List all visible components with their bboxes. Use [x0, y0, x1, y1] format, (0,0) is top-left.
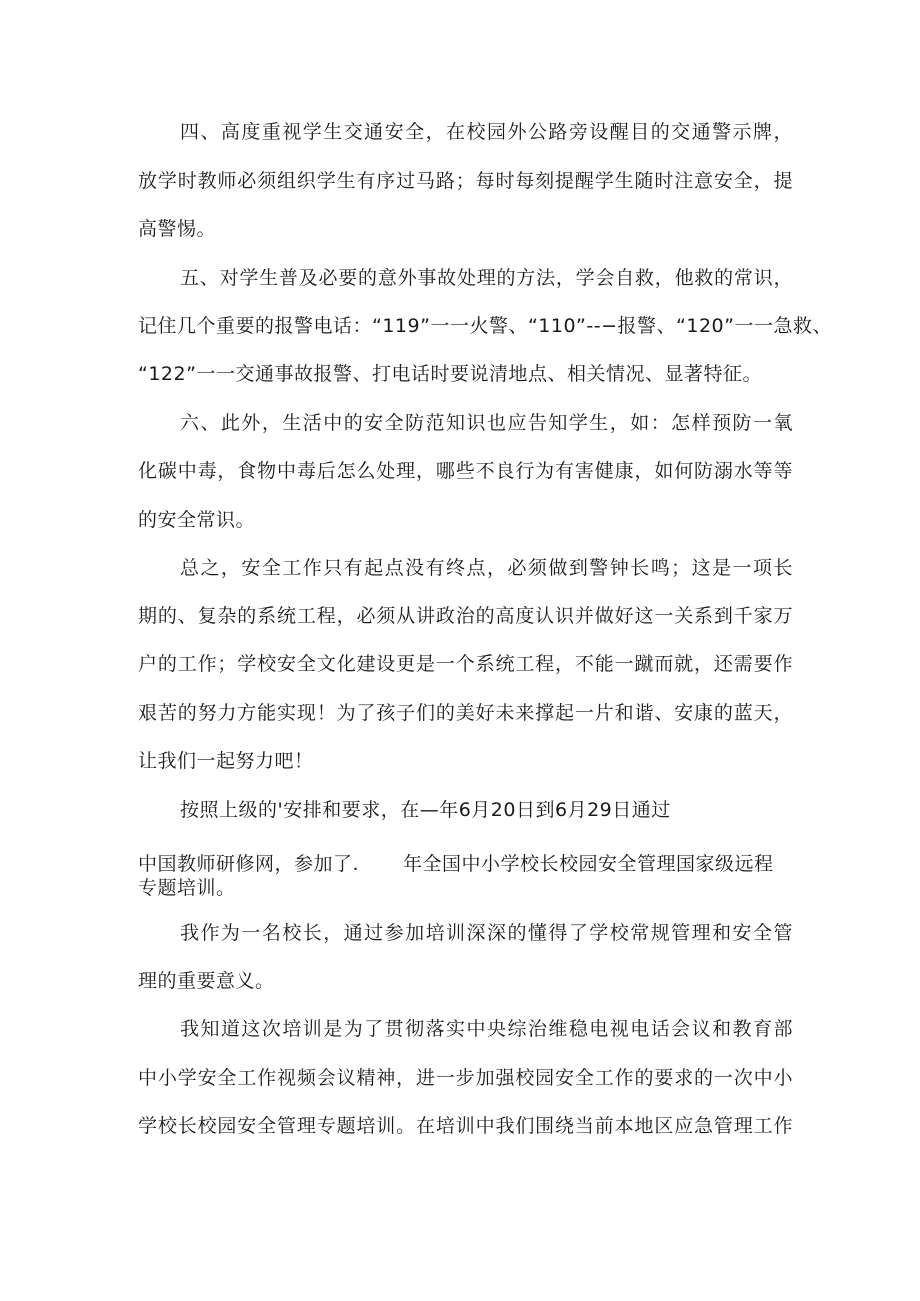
paragraph-10-line-2: 理的重要意义。 [138, 970, 275, 992]
paragraph-7-line-3: 户的工作；学校安全文化建设更是一个系统工程，不能一蹴而就，还需要作 [138, 653, 793, 675]
paragraph-9-line-1-part-1: 中国教师研修网，参加了. [138, 853, 360, 875]
paragraph-7-line-5: 让我们一起努力吧！ [138, 750, 314, 772]
paragraph-4-line-2: 放学时教师必须组织学生有序过马路；每时每刻提醒学生随时注意安全，提 [138, 170, 793, 192]
paragraph-5-line-1: 五、对学生普及必要的意外事故处理的方法，学会自救，他救的常识， [180, 267, 793, 289]
paragraph-11-line-1: 我知道这次培训是为了贯彻落实中央综治维稳电视电话会议和教育部 [180, 1018, 793, 1040]
paragraph-9-line-2: 专题培训。 [138, 877, 236, 899]
paragraph-7-line-4: 艰苦的努力方能实现！为了孩子们的美好未来撑起一片和谐、安康的蓝天， [138, 702, 793, 724]
paragraph-5-line-2: 记住几个重要的报警电话：“119”一一火警、“110”--−报警、“120”一一急救、 [138, 315, 832, 337]
paragraph-9-line-1-part-2: 年全国中小学校长校园安全管理国家级远程 [403, 853, 774, 875]
paragraph-10-line-1: 我作为一名校长，通过参加培训深深的懂得了学校常规管理和安全管 [180, 922, 793, 944]
paragraph-4-line-1: 四、高度重视学生交通安全，在校园外公路旁设醒目的交通警示牌， [180, 121, 793, 143]
paragraph-6-line-2: 化碳中毒，食物中毒后怎么处理，哪些不良行为有害健康，如何防溺水等等 [138, 460, 793, 482]
paragraph-6-line-3: 的安全常识。 [138, 509, 256, 531]
paragraph-11-line-3: 学校长校园安全管理专题培训。在培训中我们围绕当前本地区应急管理工作 [138, 1115, 793, 1137]
paragraph-9-line-1 [138, 852, 793, 876]
paragraph-4-line-3: 高警惕。 [138, 218, 217, 240]
paragraph-8-line-1: 按照上级的'安排和要求，在—年6月20日到6月29日通过 [180, 799, 671, 821]
paragraph-5-line-3: “122”一一交通事故报警、打电话时要说清地点、相关情况、显著特征。 [138, 363, 762, 385]
paragraph-6-line-1: 六、此外，生活中的安全防范知识也应告知学生，如：怎样预防一氧 [180, 412, 793, 434]
paragraph-7-line-1: 总之，安全工作只有起点没有终点，必须做到警钟长鸣；这是一项长 [180, 557, 793, 579]
paragraph-11-line-2: 中小学安全工作视频会议精神，进一步加强校园安全工作的要求的一次中小 [138, 1067, 793, 1089]
paragraph-7-line-2: 期的、复杂的系统工程，必须从讲政治的高度认识并做好这一关系到千家万 [138, 605, 793, 627]
